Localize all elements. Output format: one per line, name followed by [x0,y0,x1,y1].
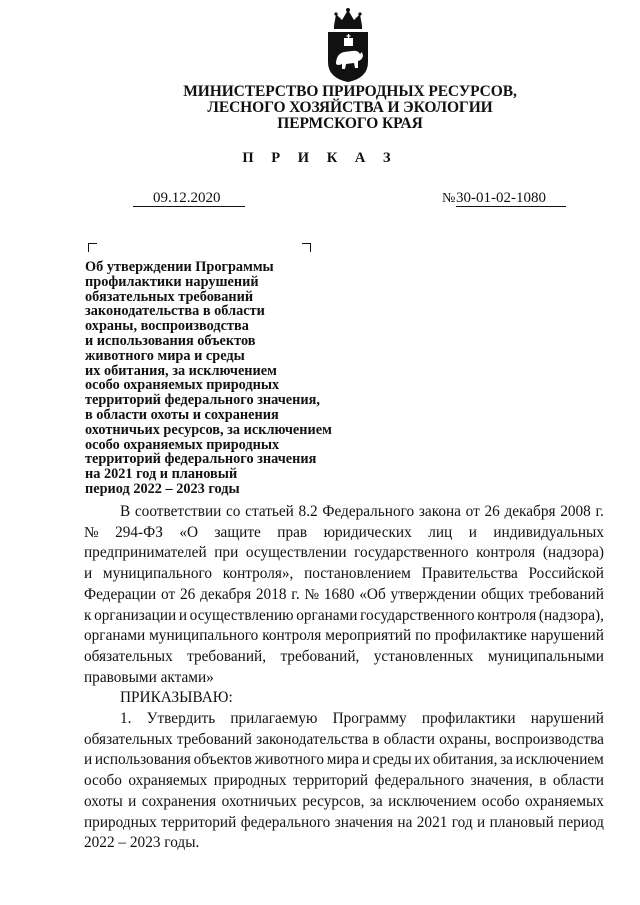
body-word: мероприятий [325,627,412,645]
body-word: муниципальными [487,647,604,665]
body-word: «О [179,523,199,541]
body-word: обязательных [84,730,173,748]
body-word: и [128,792,137,810]
subject-line: территорий федерального значения [85,451,317,468]
body-word: (надзора) [542,544,604,562]
body-word: ресурсов, [302,792,365,810]
body-word: прав [277,523,308,541]
subject-line: и использования объектов [85,332,256,349]
body-word: г. [291,585,300,603]
coat-of-arms-icon [322,6,374,84]
body-word: № [304,585,320,603]
body-word: их [414,751,431,769]
body-word: Российской [528,565,604,583]
body-word: профилактике [434,627,527,645]
body-line [84,647,604,668]
body-word: особо [481,792,520,810]
ministry-name [150,84,550,132]
body-word: в [372,730,380,748]
body-line [84,750,604,771]
body-word: по [415,627,431,645]
body-word: животного [254,751,325,769]
body-word: осуществлении [245,544,347,562]
body-word: Правительства [421,565,518,583]
body-line [84,606,604,627]
body-line [84,564,604,585]
body-word: г. [595,503,604,520]
body-line [84,585,604,606]
subject-line: территорий федерального значения, [85,392,320,409]
body-word: контроля [262,627,322,645]
body-line [84,771,604,792]
body-word: государственного [354,544,469,562]
body-word: сохранения [141,792,217,810]
body-word: среды [372,751,412,769]
body-word: нарушений [530,627,604,645]
body-word: объектов [193,751,252,769]
order-subject [85,260,375,497]
body-word: федерального [240,813,331,831]
body-line: правовыми актами» [84,668,214,686]
subject-line: обязательных требований [85,288,254,305]
body-word: № [84,523,99,541]
body-word: к [84,606,92,624]
ministry-line-3: ПЕРМСКОГО КРАЯ [277,115,423,132]
body-word: контроля [477,606,537,624]
body-word: обязательных [84,647,173,665]
subject-line: Об утверждении Программы [85,259,274,275]
subject-line: животного мира и среды [85,347,245,364]
body-word: организации [94,606,177,624]
body-word: 1680 [323,585,355,603]
body-word: индивидуальных [493,523,604,541]
body-line: 2022 – 2023 годы. [84,834,200,852]
body-word: требований, [187,647,267,665]
body-word: и [84,565,93,583]
body-line [84,730,604,751]
subject-line: охраны, воспроизводства [85,318,249,335]
body-word: 294-ФЗ [115,523,163,541]
body-word: значения [334,813,394,831]
body-word: органами [84,627,146,645]
body-line [84,543,604,564]
body-word: статьей [245,503,294,520]
body-word: охраняемых [524,792,604,810]
body-word: 2018 [255,585,287,603]
body-word: в [539,772,547,790]
body-word: Программу [332,710,407,728]
body-word: муниципального [102,565,213,583]
subject-line: законодательства в области [85,303,265,320]
body-word: федерального [374,772,465,790]
body-word: общих [480,585,524,603]
body-word: постановлением [304,565,411,583]
body-word: предпринимателей [84,544,207,562]
body-word: территорий [161,813,237,831]
body-word: 8.2 [298,503,318,520]
body-word: и [477,813,486,831]
body-word: значения, [470,772,533,790]
body-word: утверждении [390,585,477,603]
body-word: обитания, [432,751,498,769]
body-word: со [226,503,241,520]
subject-line: их обитания, за исключением [85,362,277,379]
body-word: за [369,792,383,810]
body-line [84,792,604,813]
body-word: исключением [515,751,604,769]
body-word: охотничьих [221,792,297,810]
body-word: исключением [388,792,477,810]
body-line [84,523,604,544]
body-word: особо [84,772,122,790]
body-word: установленных [373,647,474,665]
body-word: 1. [120,710,132,728]
body-word: профилактики [421,710,516,728]
subject-line: особо охраняемых природных [85,436,280,453]
body-word: природных [213,772,287,790]
body-word: требований, [280,647,360,665]
body-word: юридических [323,523,412,541]
document-type-title: П Р И К А З [242,150,398,166]
body-word: контроля [476,544,536,562]
body-word: Федерального [322,503,415,520]
body-line [84,626,604,647]
body-word: закона [418,503,461,520]
body-word: при [214,544,239,562]
body-word: на [397,813,413,831]
body-word: за [500,751,513,769]
body-word: 2008 [560,503,591,520]
body-word: и [361,751,370,769]
subject-bracket-left [88,243,97,252]
body-word: период [558,813,604,831]
body-word: территорий [292,772,369,790]
body-word: области [552,772,604,790]
body-word: Утвердить [146,710,216,728]
subject-line: период 2022 – 2023 годы [85,480,240,497]
ministry-line-2: ЛЕСНОГО ХОЗЯЙСТВА И ЭКОЛОГИИ [207,99,493,116]
body-line [84,709,604,730]
body-word: органами [296,606,358,624]
body-word: Федерации [84,585,157,603]
subject-bracket-right [302,243,311,252]
body-word: декабря [504,503,556,520]
order-number-label: № [442,191,456,206]
body-word: нарушений [530,710,604,728]
body-word: соответствии [134,503,222,520]
body-line [84,813,604,834]
body-word: 2021 [416,813,448,831]
order-date: 09.12.2020 [133,190,245,207]
subject-line: охотничьих ресурсов, за исключением [85,421,332,438]
body-word: и [84,751,93,769]
body-line [84,502,604,523]
subject-line: профилактики нарушений [85,273,259,290]
subject-line: на 2021 год и плановый [85,466,238,483]
body-line: ПРИКАЗЫВАЮ: [120,689,233,707]
body-word: использования [94,751,191,769]
body-word: природных [84,813,157,831]
body-word: охраняемых [128,772,208,790]
order-body [84,502,604,854]
body-word: требований [176,730,252,748]
body-word: год [451,813,473,831]
body-word: и [178,606,188,624]
body-word: осуществлению [189,606,294,624]
ministry-line-1: МИНИСТЕРСТВО ПРИРОДНЫХ РЕСУРСОВ, [183,83,517,100]
subject-line: в области охоты и сохранения [85,406,279,423]
body-word: от [161,585,176,603]
subject-line: особо охраняемых природных [85,377,280,394]
body-word: плановый [489,813,554,831]
body-word: защите [214,523,261,541]
body-word: (надзора), [538,606,604,624]
body-word: охраны, [439,730,491,748]
body-word: государственного [360,606,475,624]
body-word: мира [326,751,360,769]
order-number: 30-01-02-1080 [456,190,566,207]
body-word: 26 [484,503,500,520]
body-word: «Об [359,585,386,603]
body-word: области [383,730,435,748]
body-word: 26 [179,585,196,603]
body-word: требований [528,585,604,603]
body-word: В [120,503,131,520]
body-word: воспроизводства [494,730,604,748]
body-word: охоты [84,792,123,810]
body-word: декабря [200,585,252,603]
body-word: прилагаемую [230,710,318,728]
body-word: и [468,523,477,541]
body-word: законодательства [256,730,369,748]
body-word: муниципального [149,627,259,645]
body-word: контроля», [222,565,294,583]
body-word: лиц [428,523,453,541]
body-word: от [465,503,480,520]
